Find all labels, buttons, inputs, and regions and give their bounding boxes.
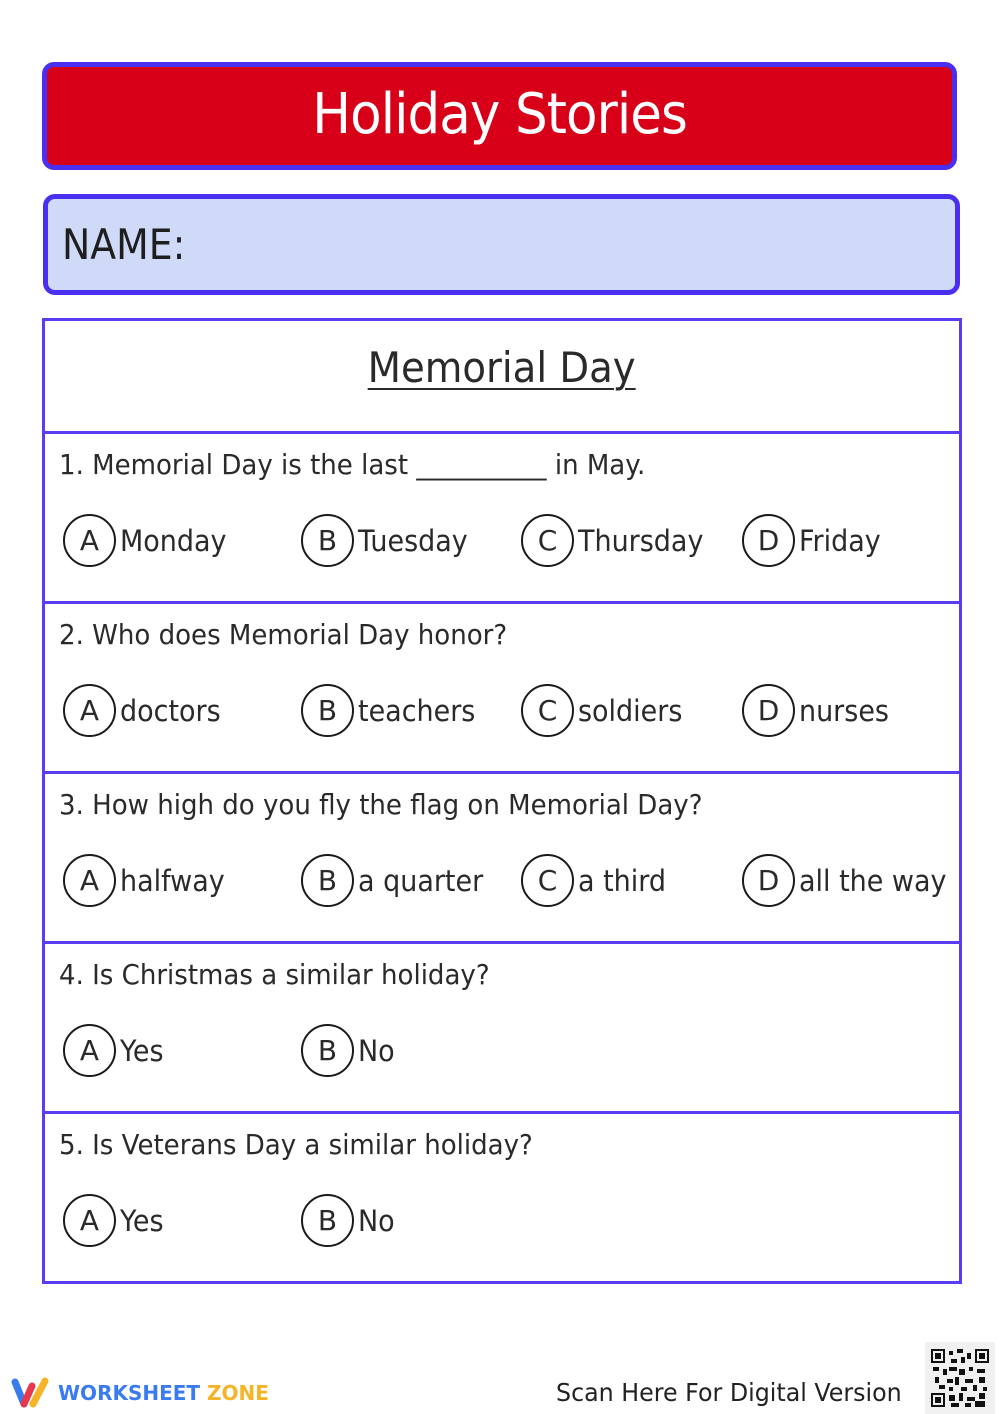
answer-options [45,1024,959,1084]
worksheetzone-logo[interactable] [10,1376,269,1410]
question-text: 4. Is Christmas a similar holiday? [59,958,490,991]
option-label: Friday [799,523,881,558]
question-5 [45,1114,959,1282]
worksheet-title: Holiday Stories [312,81,687,147]
answer-options [45,1194,959,1254]
option-bubble[interactable]: A [63,514,116,567]
option-d[interactable] [742,684,896,737]
option-d[interactable] [742,854,958,907]
option-bubble[interactable]: B [301,514,354,567]
scan-instruction: Scan Here For Digital Version [556,1378,902,1407]
logo-w-icon [10,1376,52,1410]
option-bubble[interactable]: B [301,1024,354,1077]
option-label: teachers [358,693,476,728]
name-label: NAME: [62,220,186,269]
option-label: a third [578,863,667,898]
option-bubble[interactable]: A [63,854,116,907]
option-label: Yes [120,1203,164,1238]
option-label: No [358,1203,395,1238]
option-b[interactable] [301,1194,397,1247]
question-text: 5. Is Veterans Day a similar holiday? [59,1128,533,1161]
answer-options [45,854,959,914]
option-label: halfway [120,863,225,898]
logo-word-zone: ZONE [207,1381,269,1405]
option-bubble[interactable]: A [63,1024,116,1077]
question-4 [45,944,959,1114]
option-d[interactable] [742,514,887,567]
option-label: doctors [120,693,221,728]
option-a[interactable] [63,1194,167,1247]
option-bubble[interactable]: C [521,684,574,737]
option-label: Thursday [578,523,704,558]
option-label: soldiers [578,693,683,728]
option-c[interactable] [521,514,713,567]
answer-options [45,514,959,574]
question-text: 2. Who does Memorial Day honor? [59,618,508,651]
option-b[interactable] [301,1024,397,1077]
option-bubble[interactable]: D [742,514,795,567]
option-b[interactable] [301,854,493,907]
answer-options [45,684,959,744]
question-1 [45,434,959,604]
option-label: Yes [120,1033,164,1068]
option-label: all the way [799,863,947,898]
quiz-topic: Memorial Day [367,343,637,392]
option-bubble[interactable]: D [742,684,795,737]
option-b[interactable] [301,514,476,567]
option-c[interactable] [521,854,673,907]
option-bubble[interactable]: C [521,854,574,907]
option-a[interactable] [63,684,228,737]
option-bubble[interactable]: D [742,854,795,907]
option-bubble[interactable]: B [301,1194,354,1247]
name-field[interactable] [43,194,960,295]
option-label: nurses [799,693,889,728]
qr-code-icon[interactable] [925,1342,995,1414]
option-bubble[interactable]: B [301,854,354,907]
question-text: 3. How high do you fly the flag on Memorial Day? [59,788,703,821]
logo-word-worksheet: WORKSHEET [58,1381,201,1405]
question-text: 1. Memorial Day is the last __________ in May. [59,448,646,481]
option-label: Tuesday [358,523,468,558]
option-bubble[interactable]: A [63,684,116,737]
option-bubble[interactable]: B [301,684,354,737]
option-a[interactable] [63,854,233,907]
question-3 [45,774,959,944]
option-bubble[interactable]: C [521,514,574,567]
option-c[interactable] [521,684,690,737]
logo-text [58,1381,269,1405]
option-label: Monday [120,523,227,558]
quiz-header [45,321,959,434]
option-a[interactable] [63,1024,167,1077]
option-label: No [358,1033,395,1068]
quiz-section [42,318,962,1284]
option-label: a quarter [358,863,484,898]
option-a[interactable] [63,514,235,567]
option-b[interactable] [301,684,484,737]
option-bubble[interactable]: A [63,1194,116,1247]
title-banner [42,62,957,170]
question-2 [45,604,959,774]
